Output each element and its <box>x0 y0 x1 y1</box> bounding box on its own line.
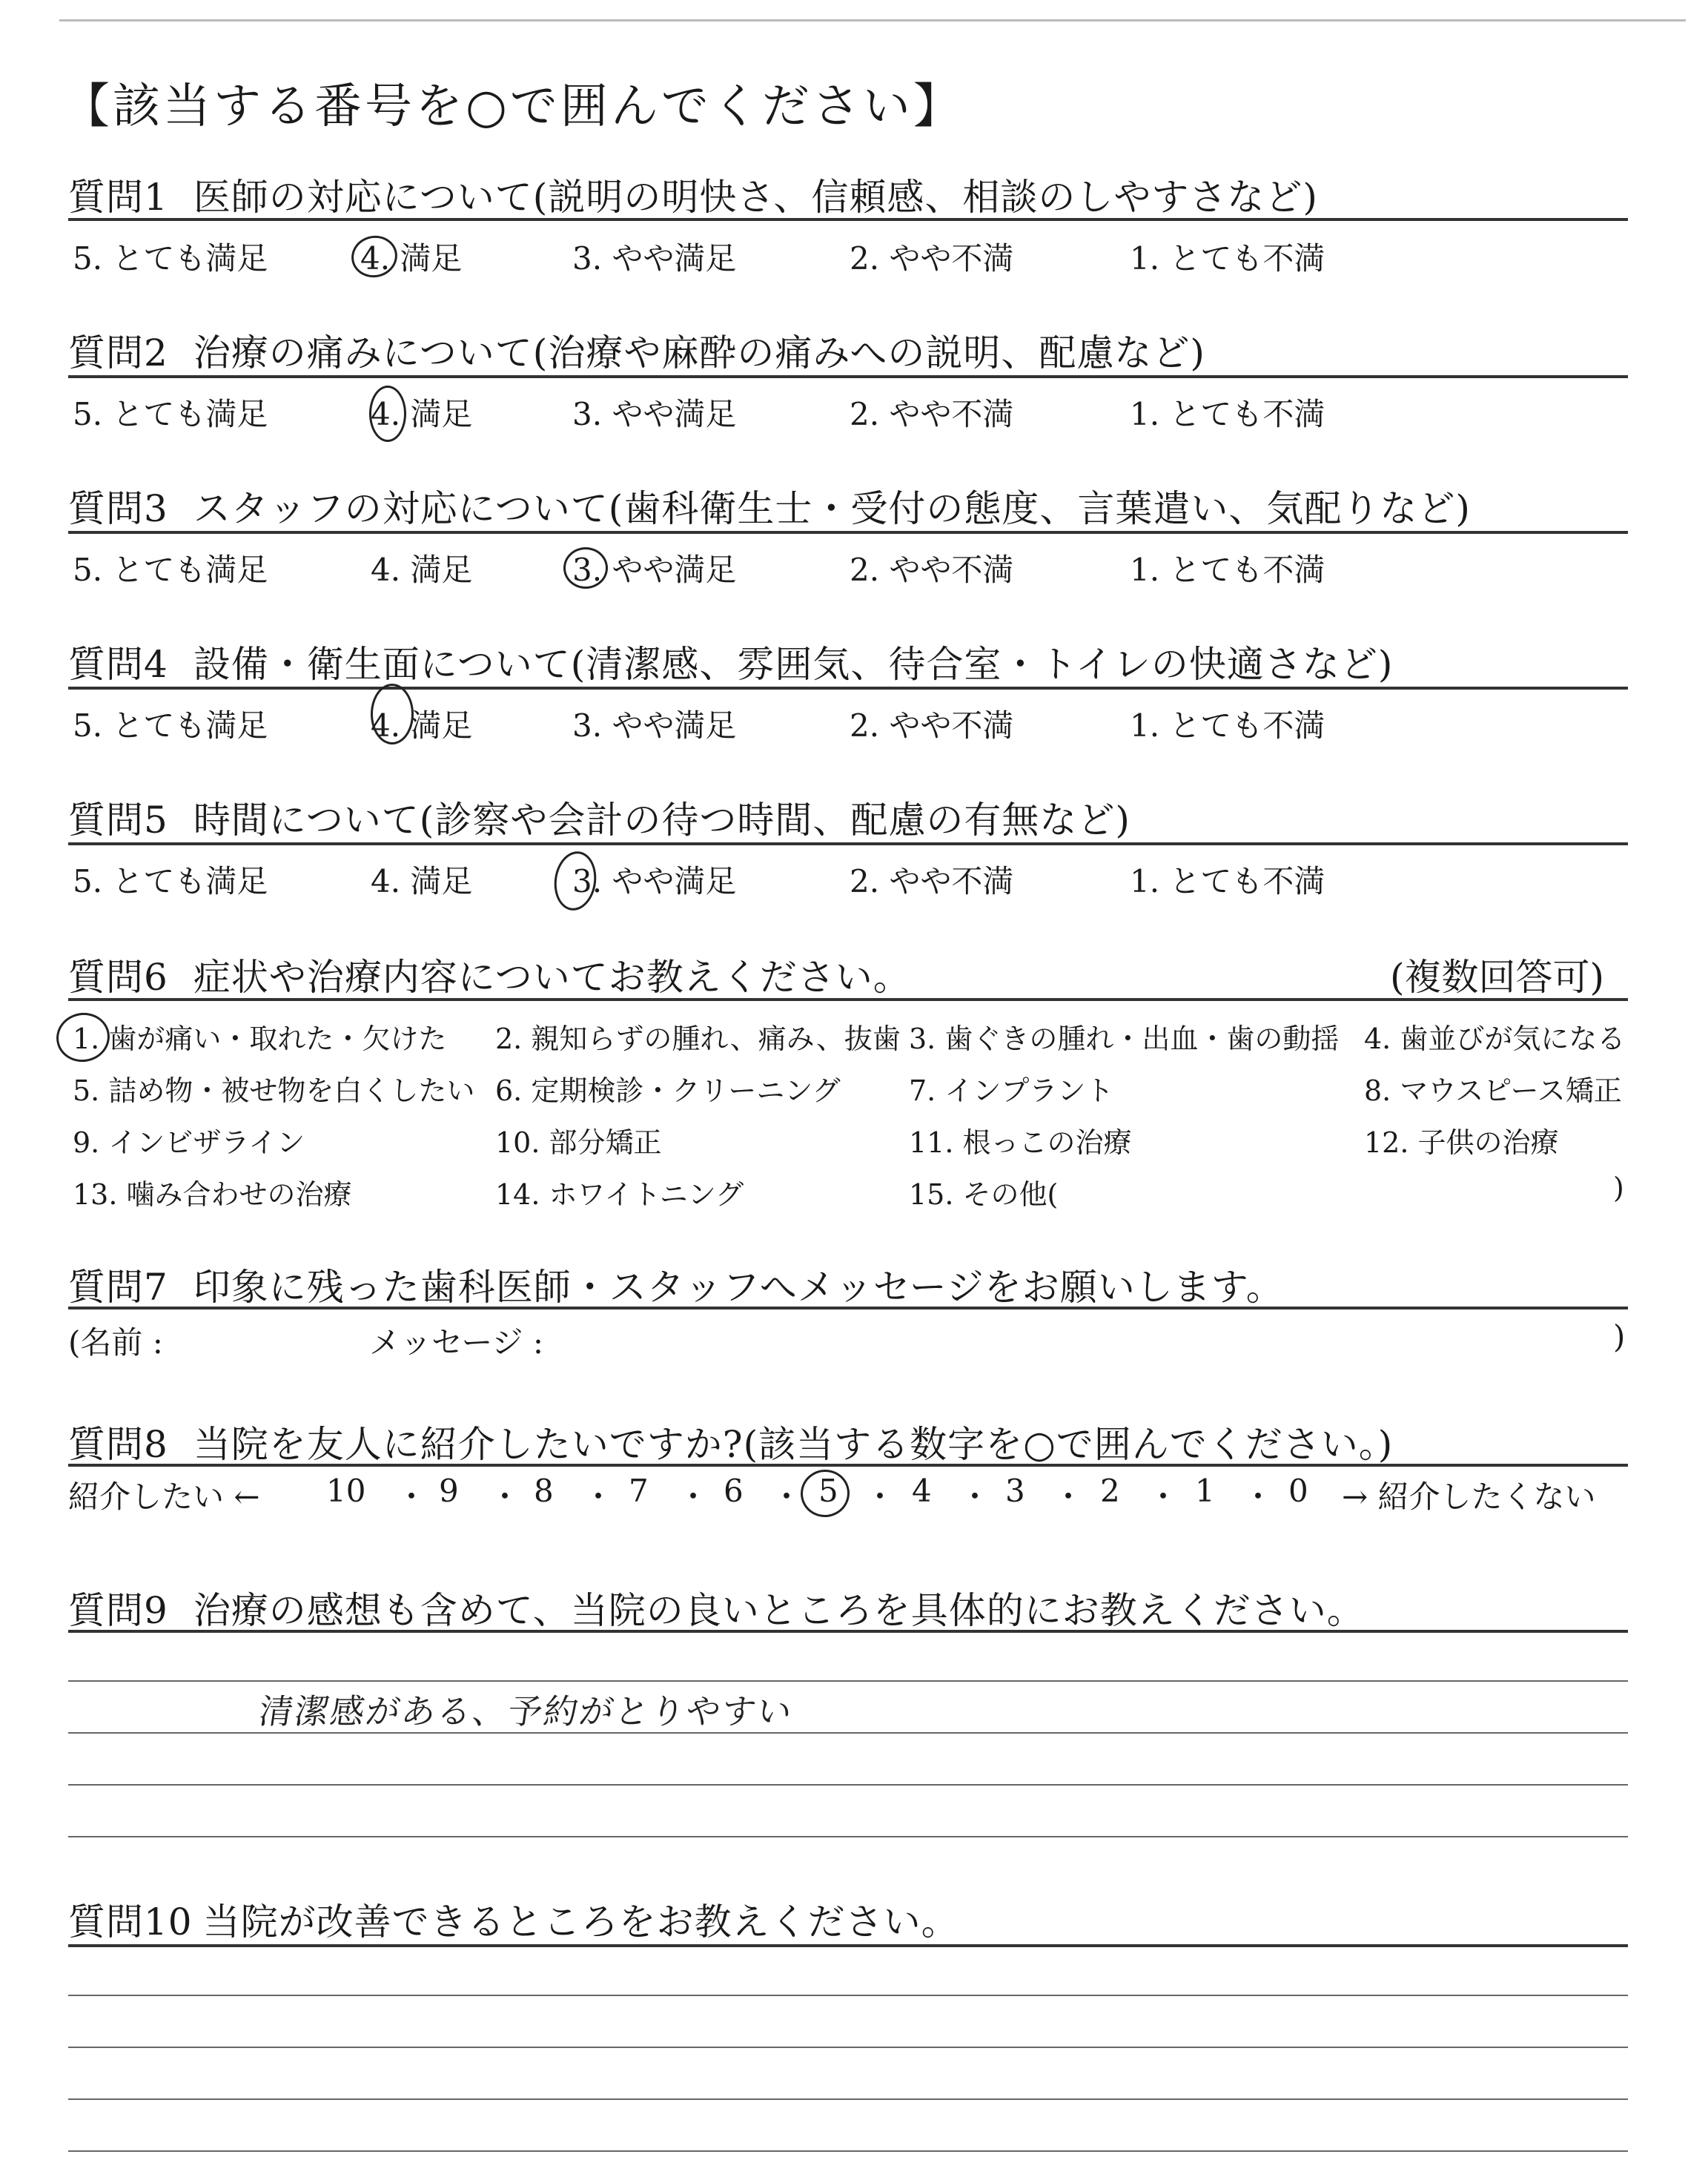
question-6-note: (複数回答可) <box>1389 956 1604 999</box>
q8-separator: ・ <box>396 1479 428 1515</box>
q6-option-10[interactable]: 10. 部分矯正 <box>495 1126 662 1159</box>
q5-option-5[interactable]: 5. とても満足 <box>73 863 268 899</box>
q6-option-15[interactable]: 15. その他( <box>909 1178 1059 1211</box>
question-10-title <box>68 1892 959 1946</box>
q2-option-5[interactable]: 5. とても満足 <box>73 396 268 432</box>
q3-option-4[interactable]: 4. 満足 <box>371 552 473 588</box>
q9-answer-line[interactable] <box>68 1784 1628 1786</box>
question-text: 症状や治療内容についてお教えください。 <box>193 956 911 999</box>
q8-separator: ・ <box>489 1479 521 1515</box>
q8-separator: ・ <box>959 1479 991 1515</box>
q8-separator: ・ <box>1242 1479 1274 1515</box>
question-text: 当院を友人に紹介したいですか?(該当する数字を○で囲んでください。) <box>193 1423 1394 1466</box>
q8-scale-0[interactable]: 0 <box>1288 1473 1308 1509</box>
question-10-rule <box>68 1944 1628 1947</box>
q7-message-label: メッセージ : <box>369 1324 543 1361</box>
q8-scale-10[interactable]: 10 <box>326 1473 366 1509</box>
question-7-rule <box>68 1307 1628 1309</box>
question-1-title <box>68 168 1318 221</box>
q8-right-label: → 紹介したくない <box>1342 1479 1596 1515</box>
q8-scale-4[interactable]: 4 <box>912 1473 932 1509</box>
q8-scale-7[interactable]: 7 <box>629 1473 649 1509</box>
q2-option-4[interactable]: 4. 満足 <box>371 396 473 432</box>
q8-separator: ・ <box>678 1479 709 1515</box>
question-text: 当院が改善できるところをお教えください。 <box>202 1900 959 1943</box>
question-4-rule <box>68 687 1628 690</box>
question-text: 治療の痛みについて(治療や麻酔の痛みへの説明、配慮など) <box>193 331 1205 374</box>
question-text: 医師の対応について(説明の明快さ、信頼感、相談のしやすさなど) <box>193 176 1318 219</box>
question-9-rule <box>68 1630 1628 1633</box>
q2-option-1[interactable]: 1. とても不満 <box>1130 396 1325 432</box>
q6-option-1[interactable]: 1. 歯が痛い・取れた・欠けた <box>73 1023 447 1055</box>
q6-option-13[interactable]: 13. 噛み合わせの治療 <box>73 1178 352 1211</box>
q8-selection-circle <box>798 1467 853 1521</box>
q8-scale-2[interactable]: 2 <box>1100 1473 1120 1509</box>
q10-answer-line[interactable] <box>68 1995 1628 1996</box>
q4-option-4[interactable]: 4. 満足 <box>371 707 473 744</box>
question-3-title <box>68 479 1471 532</box>
q6-option-8[interactable]: 8. マウスピース矯正 <box>1364 1074 1622 1107</box>
q6-option-11[interactable]: 11. 根っこの治療 <box>909 1126 1132 1159</box>
q10-answer-line[interactable] <box>68 2098 1628 2100</box>
q2-option-3[interactable]: 3. やや満足 <box>572 396 737 432</box>
q5-option-3[interactable]: 3. やや満足 <box>572 863 737 899</box>
q1-option-4[interactable]: 4. 満足 <box>360 240 463 277</box>
question-text: 治療の感想も含めて、当院の良いところを具体的にお教えください。 <box>193 1589 1365 1632</box>
q8-scale-5[interactable]: 5 <box>818 1473 838 1509</box>
q5-option-4[interactable]: 4. 満足 <box>371 863 473 899</box>
q8-scale-1[interactable]: 1 <box>1195 1473 1215 1509</box>
form-header: 【該当する番号を○で囲んでください】 <box>62 79 964 134</box>
question-7-title <box>68 1258 1284 1311</box>
q6-option-4[interactable]: 4. 歯並びが気になる <box>1364 1023 1626 1055</box>
q6-option-3[interactable]: 3. 歯ぐきの腫れ・出血・歯の動揺 <box>909 1023 1340 1055</box>
question-number: 質問2 <box>68 331 168 374</box>
question-text: 時間について(診察や会計の待つ時間、配慮の有無など) <box>193 799 1131 842</box>
q6-option-5[interactable]: 5. 詰め物・被せ物を白くしたい <box>73 1074 475 1107</box>
question-9-title <box>68 1581 1365 1634</box>
question-8-rule <box>68 1464 1628 1467</box>
q10-answer-line[interactable] <box>68 2150 1628 2152</box>
question-1-rule <box>68 218 1628 221</box>
q8-separator: ・ <box>864 1479 896 1515</box>
q6-option-7[interactable]: 7. インプラント <box>909 1074 1114 1107</box>
q3-selection-circle <box>563 547 608 589</box>
question-5-title <box>68 790 1131 844</box>
question-number: 質問3 <box>68 487 168 530</box>
q6-option-14[interactable]: 14. ホワイトニング <box>495 1178 744 1211</box>
q9-answer-line[interactable] <box>68 1836 1628 1837</box>
q9-handwritten-answer: 清潔感がある、予約がとりやすい <box>256 1691 796 1731</box>
question-4-title <box>68 635 1393 688</box>
question-number: 質問9 <box>68 1589 168 1632</box>
q7-close-paren: ) <box>1613 1318 1626 1355</box>
q8-separator: ・ <box>583 1479 615 1515</box>
q3-option-2[interactable]: 2. やや不満 <box>850 552 1014 588</box>
question-2-title <box>68 323 1205 377</box>
question-2-rule <box>68 375 1628 378</box>
q5-option-2[interactable]: 2. やや不満 <box>850 863 1014 899</box>
q4-option-5[interactable]: 5. とても満足 <box>73 707 268 744</box>
q1-option-5[interactable]: 5. とても満足 <box>73 240 268 277</box>
q4-option-1[interactable]: 1. とても不満 <box>1130 707 1325 744</box>
q3-option-3[interactable]: 3. やや満足 <box>572 552 737 588</box>
q8-separator: ・ <box>771 1479 803 1515</box>
q8-separator: ・ <box>1053 1479 1085 1515</box>
q4-selection-circle <box>371 684 414 744</box>
q2-selection-circle <box>369 386 406 442</box>
question-text: 設備・衛生面について(清潔感、雰囲気、待合室・トイレの快適さなど) <box>193 643 1394 686</box>
q6-other-close-paren: ) <box>1613 1172 1624 1204</box>
q9-answer-line[interactable] <box>68 1680 1628 1682</box>
question-number: 質問8 <box>68 1423 168 1466</box>
q8-separator: ・ <box>1148 1479 1179 1515</box>
q6-option-2[interactable]: 2. 親知らずの腫れ、痛み、抜歯 <box>495 1023 901 1055</box>
q8-scale-9[interactable]: 9 <box>439 1473 459 1509</box>
q7-name-label: (名前 : <box>68 1324 163 1361</box>
question-number: 質問10 <box>68 1900 193 1943</box>
question-number: 質問7 <box>68 1266 168 1309</box>
question-6-title <box>68 948 911 1001</box>
q6-option-9[interactable]: 9. インビザライン <box>73 1126 305 1159</box>
q2-option-2[interactable]: 2. やや不満 <box>850 396 1014 432</box>
q8-left-label: 紹介したい ← <box>68 1479 260 1515</box>
question-8-title <box>68 1415 1393 1468</box>
q1-option-1[interactable]: 1. とても不満 <box>1130 240 1325 277</box>
top-border <box>59 19 1686 22</box>
question-6-rule <box>68 998 1628 1001</box>
question-3-rule <box>68 531 1628 534</box>
q1-option-2[interactable]: 2. やや不満 <box>850 240 1014 277</box>
q8-scale-8[interactable]: 8 <box>534 1473 554 1509</box>
q10-answer-line[interactable] <box>68 2047 1628 2048</box>
q6-option-6[interactable]: 6. 定期検診・クリーニング <box>495 1074 841 1107</box>
q6-option-12[interactable]: 12. 子供の治療 <box>1364 1126 1559 1159</box>
question-number: 質問1 <box>68 176 168 219</box>
q1-option-3[interactable]: 3. やや満足 <box>572 240 737 277</box>
q3-option-5[interactable]: 5. とても満足 <box>73 552 268 588</box>
q3-option-1[interactable]: 1. とても不満 <box>1130 552 1325 588</box>
q4-option-3[interactable]: 3. やや満足 <box>572 707 737 744</box>
question-text: スタッフの対応について(歯科衛生士・受付の態度、言葉遣い、気配りなど) <box>193 487 1471 530</box>
q8-scale-6[interactable]: 6 <box>724 1473 744 1509</box>
question-5-rule <box>68 842 1628 845</box>
question-number: 質問4 <box>68 643 168 686</box>
q5-option-1[interactable]: 1. とても不満 <box>1130 863 1325 899</box>
question-number: 質問5 <box>68 799 168 842</box>
question-text: 印象に残った歯科医師・スタッフへメッセージをお願いします。 <box>193 1266 1284 1309</box>
question-number: 質問6 <box>68 956 168 999</box>
q4-option-2[interactable]: 2. やや不満 <box>850 707 1014 744</box>
q8-scale-3[interactable]: 3 <box>1005 1473 1025 1509</box>
